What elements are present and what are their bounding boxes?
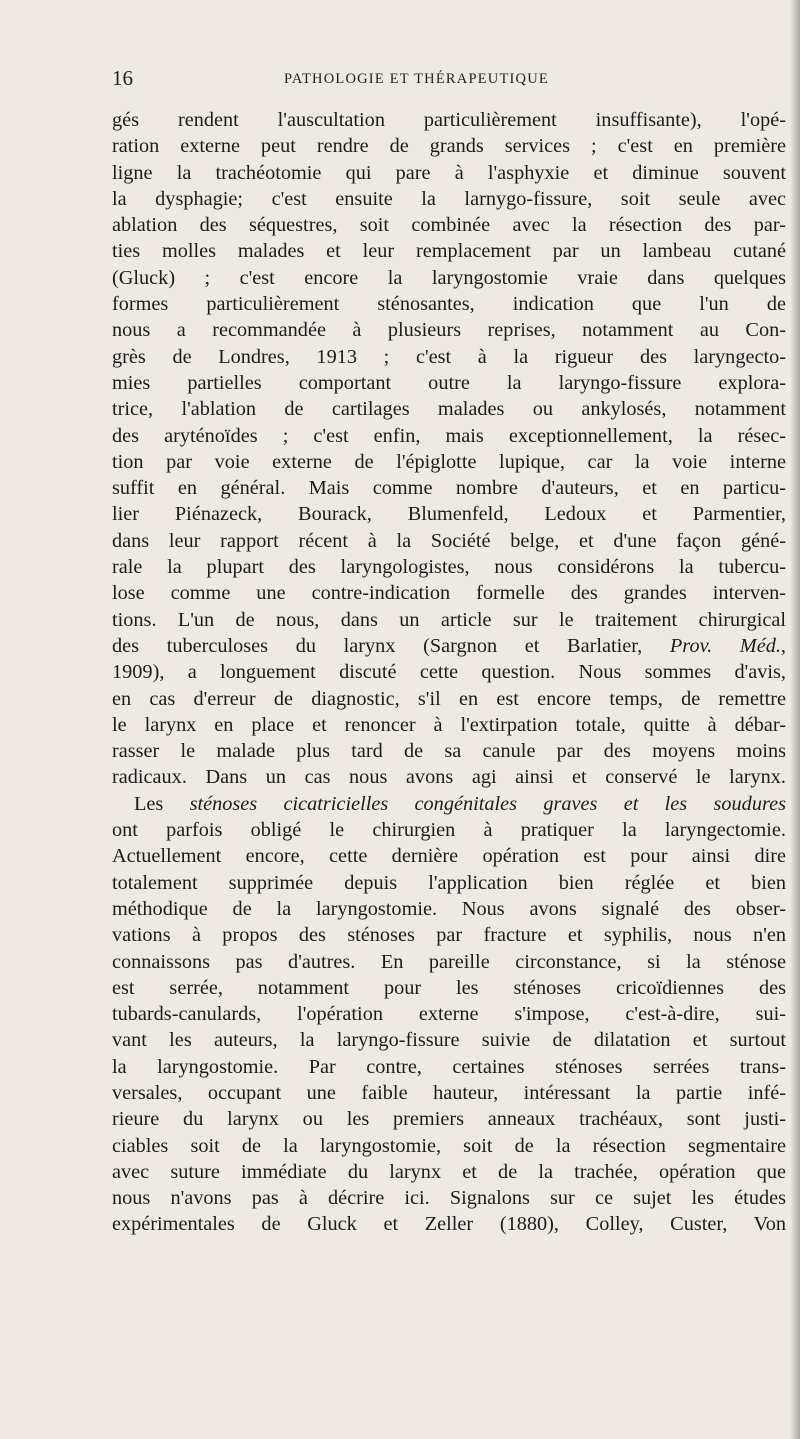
text-segment: radicaux. Dans un cas nous avons agi ainsi et conservé le larynx. <box>112 766 786 789</box>
page-header <box>112 66 792 96</box>
text-line <box>112 791 786 817</box>
page-number: 16 <box>112 66 133 90</box>
text-segment: rale la plupart des laryngologistes, nous considérons la tubercu- <box>112 556 786 579</box>
text-line <box>112 554 786 580</box>
text-segment: ciables soit de la laryngostomie, soit de la résection segmentaire <box>112 1134 786 1157</box>
text-line <box>112 607 786 633</box>
text-line <box>112 1027 786 1053</box>
text-line <box>112 1106 786 1132</box>
text-segment: Actuellement encore, cette dernière opération est pour ainsi dire <box>112 845 786 868</box>
text-line <box>112 580 786 606</box>
text-line <box>112 107 786 133</box>
text-line <box>112 344 786 370</box>
page-edge-shadow <box>790 0 800 1439</box>
text-line <box>112 1054 786 1080</box>
text-segment: ont parfois obligé le chirurgien à pratiquer la laryngectomie. <box>112 819 786 842</box>
text-segment: gés rendent l'auscultation particulièrement insuffisante), l'opé- <box>112 109 786 131</box>
text-line <box>112 423 786 449</box>
text-segment: rasser le malade plus tard de sa canule par des moyens moins <box>112 740 786 763</box>
text-line <box>112 738 786 764</box>
text-line <box>112 896 786 922</box>
text-line <box>112 317 786 343</box>
text-line <box>112 160 786 186</box>
text-segment: totalement supprimée depuis l'application bien réglée et bien <box>112 871 786 894</box>
text-segment: tubards-canulards, l'opération externe s'impose, c'est-à-dire, sui- <box>112 1003 786 1026</box>
text-line <box>112 528 786 554</box>
text-segment: avec suture immédiate du larynx et de la trachée, opération que <box>112 1160 786 1183</box>
italic-text: Prov. Méd. <box>669 634 781 657</box>
text-line <box>112 238 786 264</box>
body-text <box>112 107 786 1238</box>
text-line <box>112 922 786 948</box>
text-line <box>112 501 786 527</box>
text-line <box>112 686 786 712</box>
text-segment: nous a recommandée à plusieurs reprises, notamment au Con- <box>112 319 786 342</box>
text-segment: vant les auteurs, la laryngo-fissure suivie de dilatation et surtout <box>112 1029 786 1052</box>
text-segment: grès de Londres, 1913 ; c'est à la rigueur des laryngecto- <box>112 345 786 368</box>
text-line <box>112 1211 786 1237</box>
text-segment: des tuberculoses du larynx (Sargnon et Barlatier, <box>112 634 670 657</box>
text-segment: Les <box>134 792 190 815</box>
text-line <box>112 817 786 843</box>
text-segment: suffit en général. Mais comme nombre d'auteurs, et en particu- <box>112 477 786 500</box>
text-line <box>112 764 786 790</box>
text-segment: la laryngostomie. Par contre, certaines sténoses serrées trans- <box>112 1055 786 1078</box>
text-segment: dans leur rapport récent à la Société belge, et d'une façon géné- <box>112 529 786 552</box>
text-line <box>112 265 786 291</box>
text-line <box>112 1001 786 1027</box>
text-segment: ration externe peut rendre de grands services ; c'est en première <box>112 135 786 158</box>
text-segment: nous n'avons pas à décrire ici. Signalons sur ce sujet les études <box>112 1187 786 1210</box>
text-line <box>112 843 786 869</box>
text-line <box>112 712 786 738</box>
text-segment: connaissons pas d'autres. En pareille circonstance, si la sténose <box>112 950 786 973</box>
text-segment: formes particulièrement sténosantes, indication que l'un de <box>112 293 786 316</box>
text-segment: (Gluck) ; c'est encore la laryngostomie vraie dans quelques <box>112 266 786 289</box>
text-segment: en cas d'erreur de diagnostic, s'il en est encore temps, de remettre <box>112 687 786 710</box>
text-segment: ablation des séquestres, soit combinée avec la résection des par- <box>112 214 786 237</box>
text-segment: le larynx en place et renoncer à l'extirpation totale, quitte à débar- <box>112 713 786 736</box>
text-line <box>112 370 786 396</box>
text-line <box>112 291 786 317</box>
italic-text: sténoses cicatricielles congénitales graves et les soudures <box>189 792 786 815</box>
text-line <box>112 212 786 238</box>
text-segment: trice, l'ablation de cartilages malades ou ankylosés, notamment <box>112 398 786 421</box>
text-line <box>112 1080 786 1106</box>
text-line <box>112 186 786 212</box>
text-line <box>112 975 786 1001</box>
text-segment: la dysphagie; c'est ensuite la larnygo-fissure, soit seule avec <box>112 187 786 210</box>
text-segment: lier Piénazeck, Bourack, Blumenfeld, Ledoux et Parmentier, <box>112 503 786 526</box>
text-line <box>112 633 786 659</box>
text-segment: versales, occupant une faible hauteur, intéressant la partie infé- <box>112 1081 786 1104</box>
text-line <box>112 449 786 475</box>
text-segment: vations à propos des sténoses par fracture et syphilis, nous n'en <box>112 924 786 947</box>
text-segment: expérimentales de Gluck et Zeller (1880), Colley, Custer, Von <box>112 1213 786 1236</box>
text-line <box>112 396 786 422</box>
text-segment: tion par voie externe de l'épiglotte lupique, car la voie interne <box>112 450 786 473</box>
text-segment: rieure du larynx ou les premiers anneaux trachéaux, sont justi- <box>112 1108 786 1131</box>
text-segment: lose comme une contre-indication formelle des grandes interven- <box>112 582 786 605</box>
text-segment: ligne la trachéotomie qui pare à l'asphyxie et diminue souvent <box>112 161 786 184</box>
text-segment: tions. L'un de nous, dans un article sur le traitement chirurgical <box>112 608 786 631</box>
text-line <box>112 1159 786 1185</box>
text-line <box>112 475 786 501</box>
text-segment: des aryténoïdes ; c'est enfin, mais exceptionnellement, la résec- <box>112 424 786 447</box>
running-title: PATHOLOGIE ET THÉRAPEUTIQUE <box>284 71 549 87</box>
text-segment: , <box>780 634 786 657</box>
text-segment: ties molles malades et leur remplacement par un lambeau cutané <box>112 240 786 263</box>
text-line <box>112 870 786 896</box>
text-segment: 1909), a longuement discuté cette question. Nous sommes d'avis, <box>112 661 786 684</box>
text-line <box>112 1133 786 1159</box>
text-line <box>112 659 786 685</box>
text-line <box>112 133 786 159</box>
text-segment: est serrée, notamment pour les sténoses cricoïdiennes des <box>112 976 786 999</box>
text-line <box>112 949 786 975</box>
text-line <box>112 1185 786 1211</box>
text-segment: méthodique de la laryngostomie. Nous avons signalé des obser- <box>112 897 786 920</box>
text-segment: mies partielles comportant outre la laryngo-fissure explora- <box>112 371 786 394</box>
